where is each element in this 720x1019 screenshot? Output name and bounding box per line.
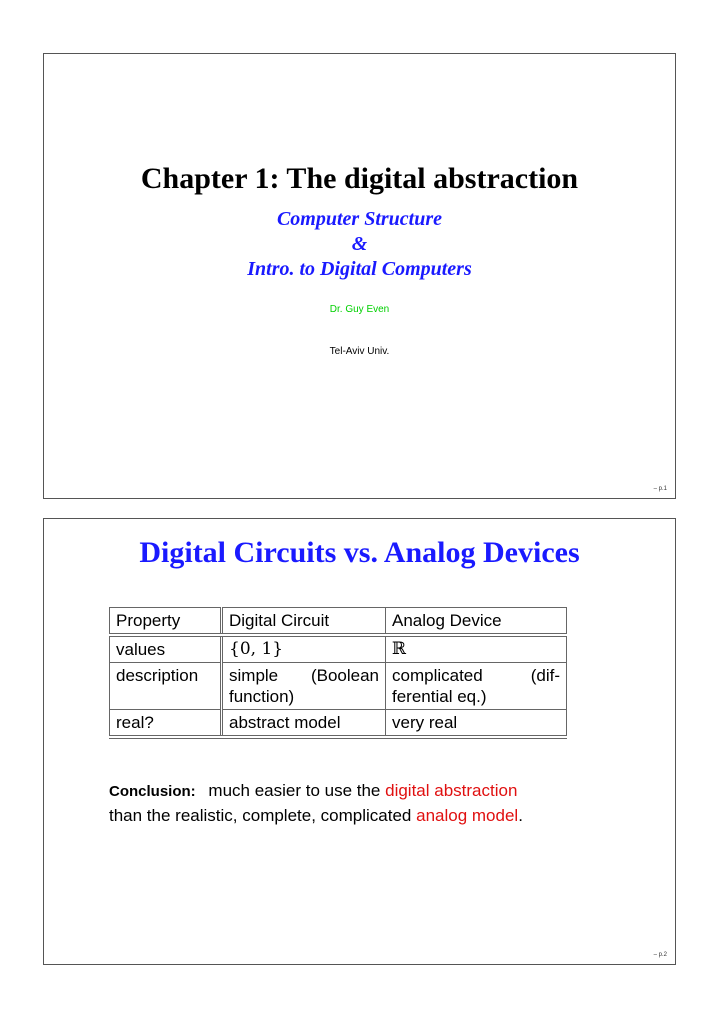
cell-line: complicated (dif- [392, 666, 560, 685]
page-number: – p.2 [653, 952, 667, 958]
table-cell: very real [386, 710, 567, 738]
conclusion-text: much easier to use the [208, 781, 381, 800]
table-cell: abstract model [222, 710, 386, 738]
slide-1 [43, 53, 676, 499]
slide-title: Chapter 1: The digital abstraction [140, 162, 579, 195]
conclusion-paragraph [109, 779, 629, 828]
header-cell: Property [110, 608, 222, 636]
table-cell: real? [110, 710, 222, 738]
header-cell: Digital Circuit [222, 608, 386, 636]
table-header-row [110, 608, 567, 636]
course-name-line-1: Computer Structure [276, 208, 443, 230]
table-cell: ℝ [386, 635, 567, 663]
highlight-analog-model: analog model [416, 806, 519, 825]
course-name-ampersand: & [351, 233, 368, 255]
conclusion-period: . [518, 806, 523, 825]
highlight-digital-abstraction: digital abstraction [385, 781, 518, 800]
cell-line: simple (Boolean [229, 666, 379, 685]
table-cell: values [110, 635, 222, 663]
course-name-line-2: Intro. to Digital Computers [247, 258, 472, 280]
author: Dr. Guy Even [329, 304, 390, 315]
page-number: – p.1 [653, 486, 667, 492]
table-cell: description [110, 663, 222, 710]
institution: Tel-Aviv Univ. [329, 346, 390, 357]
table-row [110, 663, 567, 710]
conclusion-label: Conclusion: [109, 783, 196, 800]
cell-line: ferential eq.) [392, 687, 487, 706]
slide-2 [43, 518, 676, 965]
table-cell: {0, 1} [222, 635, 386, 663]
table-row [110, 635, 567, 663]
conclusion-text: than the realistic, complete, complicated [109, 806, 412, 825]
comparison-table [109, 607, 567, 739]
slide-title: Digital Circuits vs. Analog Devices [139, 536, 580, 569]
cell-line: function) [229, 687, 295, 706]
table-cell [386, 663, 567, 710]
table-row [110, 710, 567, 738]
table-cell [222, 663, 386, 710]
header-cell: Analog Device [386, 608, 567, 636]
